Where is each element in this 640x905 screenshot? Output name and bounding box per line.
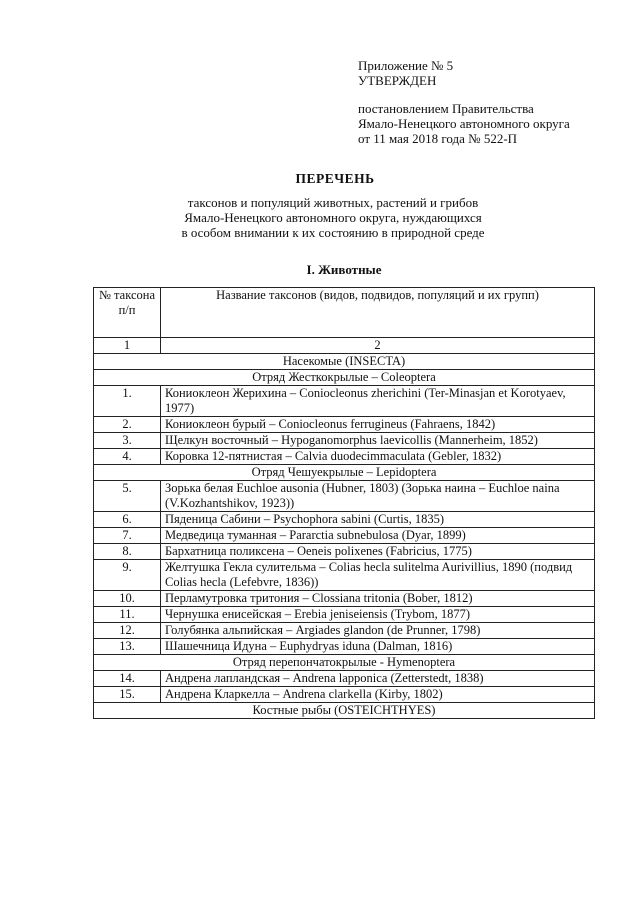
group-osteichthyes: Костные рыбы (OSTEICHTHYES) [94, 703, 595, 719]
resolution-date: от 11 мая 2018 года № 522-П [358, 131, 518, 146]
taxon-name: Перламутровка тритония – Clossiana tritonia (Bober, 1812) [161, 591, 595, 607]
government-line: Ямало-Ненецкого автономного округа [358, 116, 570, 131]
table-row [94, 512, 595, 528]
taxon-name: Коровка 12-пятнистая – Calvia duodecimmaculata (Gebler, 1832) [161, 449, 595, 465]
group-row [94, 354, 595, 370]
document-title: ПЕРЕЧЕНЬ [295, 171, 375, 186]
header-number: № таксона п/п [94, 288, 161, 338]
row-number: 15. [94, 687, 161, 703]
group-row [94, 465, 595, 481]
taxon-name: Андрена лапландская – Andrena lapponica (Zetterstedt, 1838) [161, 671, 595, 687]
row-number: 13. [94, 639, 161, 655]
column-index-2: 2 [161, 338, 595, 354]
taxon-name: Голубянка альпийская – Argiades glandon (de Prunner, 1798) [161, 623, 595, 639]
row-number: 10. [94, 591, 161, 607]
taxon-name: Щелкун восточный – Hypoganomorphus laevicollis (Mannerheim, 1852) [161, 433, 595, 449]
table-header-row [94, 288, 595, 338]
group-row [94, 370, 595, 386]
taxon-name: Желтушка Гекла сулительма – Colias hecla sulitelma Aurivillius, 1890 (подвид Colias hecla (Lefebvre, 1836)) [161, 560, 595, 591]
approved-label: УТВЕРЖДЕН [358, 73, 437, 88]
group-row [94, 703, 595, 719]
column-index-row [94, 338, 595, 354]
taxon-name: Медведица туманная – Pararctia subnebulosa (Dyar, 1899) [161, 528, 595, 544]
table-row [94, 560, 595, 591]
taxon-name: Андрена Кларкелла – Andrena clarkella (Kirby, 1802) [161, 687, 595, 703]
taxon-name: Пяденица Сабини – Psychophora sabini (Curtis, 1835) [161, 512, 595, 528]
table-row [94, 591, 595, 607]
row-number: 3. [94, 433, 161, 449]
order-hymenoptera: Отряд перепончатокрылые - Hymenoptera [94, 655, 595, 671]
subtitle-line-3: в особом внимании к их состоянию в природной среде [181, 225, 485, 240]
table-row [94, 544, 595, 560]
row-number: 8. [94, 544, 161, 560]
table-row [94, 528, 595, 544]
approval-block [358, 58, 570, 146]
table-row [94, 433, 595, 449]
row-number: 6. [94, 512, 161, 528]
group-insecta: Насекомые (INSECTA) [94, 354, 595, 370]
row-number: 1. [94, 386, 161, 417]
table-row [94, 687, 595, 703]
taxon-name: Кониоклеон Жерихина – Coniocleonus zherichini (Ter-Minasjan et Korotyaev, 1977) [161, 386, 595, 417]
order-coleoptera: Отряд Жесткокрылые – Coleoptera [94, 370, 595, 386]
taxon-name: Шашечница Идуна – Euphydryas iduna (Dalman, 1816) [161, 639, 595, 655]
row-number: 12. [94, 623, 161, 639]
table-row [94, 386, 595, 417]
header-name: Название таксонов (видов, подвидов, популяций и их групп) [161, 288, 595, 338]
row-number: 14. [94, 671, 161, 687]
group-row [94, 655, 595, 671]
table-row [94, 417, 595, 433]
table-row [94, 607, 595, 623]
column-index-1: 1 [94, 338, 161, 354]
row-number: 4. [94, 449, 161, 465]
row-number: 5. [94, 481, 161, 512]
taxon-name: Бархатница поликсена – Oeneis polixenes (Fabricius, 1775) [161, 544, 595, 560]
subtitle-line-2: Ямало-Ненецкого автономного округа, нуждающихся [184, 210, 482, 225]
document-heading [0, 171, 640, 240]
section-title: I. Животные [306, 262, 382, 277]
table-row [94, 481, 595, 512]
table-row [94, 623, 595, 639]
taxon-name: Зорька белая Euchloe ausonia (Hubner, 1803) (Зорька наина – Euchloe naina (V.Kozhantshikov, 1923)) [161, 481, 595, 512]
subtitle-line-1: таксонов и популяций животных, растений и грибов [187, 195, 479, 210]
resolution-line: постановлением Правительства [358, 101, 534, 116]
row-number: 7. [94, 528, 161, 544]
row-number: 9. [94, 560, 161, 591]
appendix-number: Приложение № 5 [358, 58, 454, 73]
order-lepidoptera: Отряд Чешуекрылые – Lepidoptera [94, 465, 595, 481]
row-number: 2. [94, 417, 161, 433]
table-row [94, 639, 595, 655]
table-row [94, 671, 595, 687]
row-number: 11. [94, 607, 161, 623]
taxa-table [93, 287, 595, 719]
table-row [94, 449, 595, 465]
taxon-name: Кониоклеон бурый – Coniocleonus ferrugineus (Fahraens, 1842) [161, 417, 595, 433]
taxon-name: Чернушка енисейская – Erebia jeniseiensis (Trybom, 1877) [161, 607, 595, 623]
